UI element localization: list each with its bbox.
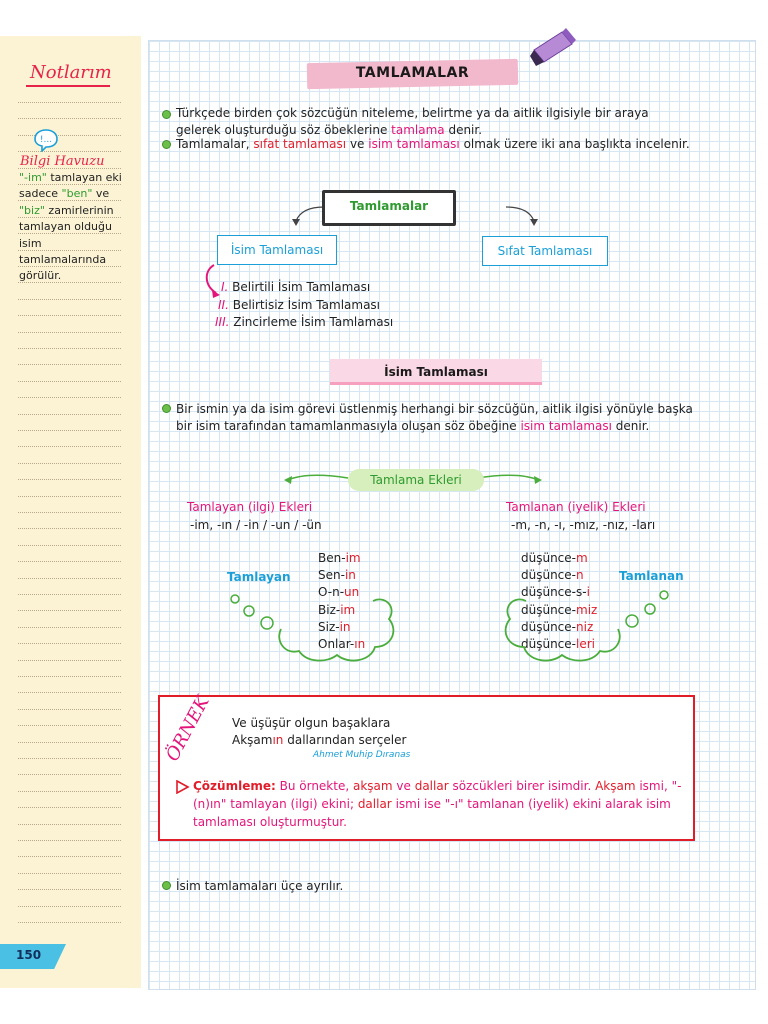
word-suffix: i xyxy=(586,585,590,600)
word-base: düşünce- xyxy=(521,637,576,651)
text-run: ve xyxy=(346,137,369,151)
text-run: isim tamlaması xyxy=(368,137,460,151)
text-run: denir. xyxy=(444,123,483,137)
suffix-example-word xyxy=(521,568,584,582)
thought-cloud-left-icon xyxy=(225,585,415,670)
tamlama-type-item xyxy=(215,315,393,329)
word-suffix: in xyxy=(339,619,351,634)
sidebar-ruled-line xyxy=(18,545,121,546)
text-run: ismi, "-(n)ın" tamlayan (ilgi) ekini; xyxy=(193,779,682,811)
word-suffix: miz xyxy=(576,602,598,617)
text-run: Akşam xyxy=(595,779,636,793)
suffix-example-word xyxy=(318,568,356,582)
text-run: ve xyxy=(92,187,110,201)
svg-text:!...: !... xyxy=(39,135,53,145)
sidebar-ruled-line xyxy=(18,496,121,497)
word-base: O-n- xyxy=(318,585,345,600)
list-text: Belirtili İsim Tamlaması xyxy=(232,280,371,294)
text-run: Tamlamalar, xyxy=(176,137,254,151)
word-suffix: in xyxy=(344,568,356,583)
tamlama-type-item xyxy=(218,298,380,312)
word-base: düşünce- xyxy=(521,568,576,583)
sidebar-ruled-line xyxy=(18,364,121,365)
sidebar-ruled-line xyxy=(18,791,121,792)
play-triangle-icon xyxy=(176,780,190,794)
sidebar-ruled-line xyxy=(18,840,121,841)
word-base: Siz- xyxy=(318,619,340,634)
tamlama-type-item xyxy=(221,280,370,294)
sidebar-ruled-line xyxy=(18,692,121,693)
tamlanan-label: Tamlanan xyxy=(619,569,684,583)
definition-paragraph xyxy=(176,401,696,435)
text-run: denir. xyxy=(611,419,650,433)
solution-text xyxy=(193,777,690,831)
text-run: isim tamlaması xyxy=(520,419,612,433)
word-suffix: niz xyxy=(576,619,594,634)
poem-line-2 xyxy=(232,733,406,747)
sidebar-ruled-line xyxy=(18,742,121,743)
sidebar-ruled-line xyxy=(18,446,121,447)
sidebar-ruled-line xyxy=(18,824,121,825)
bullet-icon xyxy=(162,404,171,413)
word-base: Ben- xyxy=(318,551,346,565)
sidebar-ruled-line xyxy=(18,414,121,415)
text-run: "ben" xyxy=(61,187,93,201)
intro-paragraph-1 xyxy=(176,105,696,139)
page-title: TAMLAMALAR xyxy=(355,65,470,81)
list-number: II. xyxy=(218,297,233,312)
word-suffix: im xyxy=(345,551,361,565)
text-run: dallar xyxy=(414,779,449,793)
grid-paper xyxy=(148,40,756,990)
text-run: Bu örnekte, xyxy=(275,779,353,793)
sidebar-ruled-line xyxy=(18,118,121,119)
text-run: ve xyxy=(392,779,415,793)
text-run: olmak üzere iki ana başlıkta incelenir. xyxy=(459,137,690,151)
word-base: Biz- xyxy=(318,602,341,617)
sidebar-ruled-line xyxy=(18,348,121,349)
info-box-title: Bilgi Havuzu xyxy=(20,154,105,169)
sidebar-ruled-line xyxy=(18,594,121,595)
sidebar-ruled-line xyxy=(18,660,121,661)
sidebar-ruled-line xyxy=(18,643,121,644)
text-run: Akşam xyxy=(232,733,273,747)
sidebar-ruled-line xyxy=(18,889,121,890)
text-run: ın xyxy=(272,733,284,747)
example-label: ÖRNEK xyxy=(162,692,214,765)
text-run: serçeler xyxy=(354,733,407,747)
sidebar-ruled-line xyxy=(18,922,121,923)
bullet-icon xyxy=(162,140,171,149)
word-base: Sen- xyxy=(318,568,345,583)
right-suffix-heading: Tamlanan (iyelik) Ekleri xyxy=(506,500,646,514)
list-number: I. xyxy=(221,280,233,294)
text-run: tamlama xyxy=(391,123,445,137)
list-number: III. xyxy=(215,315,234,329)
sidebar-ruled-line xyxy=(18,512,121,513)
highlighter-marker-icon xyxy=(528,28,578,68)
bullet-icon xyxy=(162,110,171,119)
word-base: düşünce- xyxy=(521,602,576,617)
sidebar-ruled-line xyxy=(18,709,121,710)
sidebar-ruled-line xyxy=(18,381,121,382)
suffix-example-word xyxy=(521,551,588,565)
sidebar-ruled-line xyxy=(18,102,121,103)
text-run: "-im" xyxy=(19,171,47,184)
sidebar-ruled-line xyxy=(18,725,121,726)
section-heading: İsim Tamlaması xyxy=(384,365,488,379)
speech-bubble-icon xyxy=(33,128,59,152)
text-run: zamirlerinin tamlayan olduğu isim tamlamalarında görülür. xyxy=(19,203,114,283)
text-run: ismi ise "-ı" tamlanan (iyelik) ekini alarak isim tamlaması oluşturmuştur. xyxy=(193,797,671,829)
sidebar-ruled-line xyxy=(18,332,121,333)
sidebar-ruled-line xyxy=(18,463,121,464)
page-number: 150 xyxy=(16,948,42,962)
sidebar-ruled-line xyxy=(18,610,121,611)
sidebar-ruled-line xyxy=(18,397,121,398)
sidebar-ruled-line xyxy=(18,676,121,677)
poem-author: Ahmet Muhip Dıranas xyxy=(313,750,411,760)
sidebar-ruled-line xyxy=(18,528,121,529)
sidebar-ruled-line xyxy=(18,873,121,874)
sidebar-ruled-line xyxy=(18,856,121,857)
word-base: düşünce- xyxy=(521,551,576,565)
sidebar-ruled-line xyxy=(18,561,121,562)
word-suffix: un xyxy=(344,585,360,600)
list-text: Belirtisiz İsim Tamlaması xyxy=(232,297,381,312)
thought-cloud-right-icon xyxy=(488,585,678,670)
left-suffix-heading: Tamlayan (ilgi) Ekleri xyxy=(187,500,313,514)
notes-title: Notlarım xyxy=(30,62,112,83)
list-text: Zincirleme İsim Tamlaması xyxy=(233,315,394,329)
sidebar-ruled-line xyxy=(18,758,121,759)
left-suffix-list: -im, -ın / -in / -un / -ün xyxy=(190,518,322,532)
diagram-left-label: İsim Tamlaması xyxy=(230,243,324,257)
notes-title-underline xyxy=(26,85,110,87)
suffix-heading: Tamlama Ekleri xyxy=(370,473,462,487)
text-run: dallar xyxy=(357,797,392,811)
sidebar-ruled-line xyxy=(18,430,121,431)
text-run: Türkçede birden çok sözcüğün niteleme, belirtme ya da aitlik ilgisiyle bir araya gelerek oluşturduğu söz öbeklerine xyxy=(176,106,649,137)
bullet-icon xyxy=(162,881,171,890)
sidebar-ruled-line xyxy=(18,299,121,300)
tamlayan-label: Tamlayan xyxy=(227,570,291,584)
text-run: sözcükleri birer isimdir. xyxy=(448,779,596,793)
word-base: Onlar- xyxy=(318,637,355,651)
sidebar-ruled-line xyxy=(18,627,121,628)
text-run: tamlayan eki sadece xyxy=(19,171,122,201)
suffix-example-word xyxy=(318,551,361,565)
sidebar-ruled-line xyxy=(18,774,121,775)
sidebar-ruled-line xyxy=(18,807,121,808)
text-run: "biz" xyxy=(19,203,45,217)
closing-sentence: İsim tamlamaları üçe ayrılır. xyxy=(176,879,344,893)
sidebar-ruled-line xyxy=(18,479,121,480)
right-suffix-list: -m, -n, -ı, -mız, -nız, -ları xyxy=(511,518,656,532)
text-run: akşam xyxy=(352,779,393,793)
sidebar-ruled-line xyxy=(18,906,121,907)
diagram-right-label: Sıfat Tamlaması xyxy=(497,244,593,258)
text-run: sıfat tamlaması xyxy=(253,137,347,151)
intro-paragraph-2 xyxy=(176,136,696,153)
word-suffix: im xyxy=(340,602,356,617)
text-run: Bir ismin ya da isim görevi üstlenmiş herhangi bir sözcüğün, aitlik ilgisi yönüyle başka bir isim tarafından tamamlanmasıyla oluşan söz öbeğine xyxy=(176,402,693,433)
word-base: düşünce-s- xyxy=(521,585,587,600)
diagram-root-label: Tamlamalar xyxy=(349,199,429,213)
word-suffix: n xyxy=(576,568,584,583)
word-suffix: ın xyxy=(354,637,366,651)
text-run: dalların xyxy=(283,733,333,747)
poem-line-1: Ve üşüşür olgun başaklara xyxy=(232,716,391,730)
sidebar-ruled-line xyxy=(18,578,121,579)
word-base: düşünce- xyxy=(521,619,576,634)
solution-label: Çözümleme: xyxy=(193,779,276,793)
sidebar-ruled-line xyxy=(18,315,121,316)
word-suffix: leri xyxy=(576,637,595,651)
word-suffix: m xyxy=(576,551,588,565)
info-box-text xyxy=(19,170,131,285)
text-run: dan xyxy=(332,733,355,747)
